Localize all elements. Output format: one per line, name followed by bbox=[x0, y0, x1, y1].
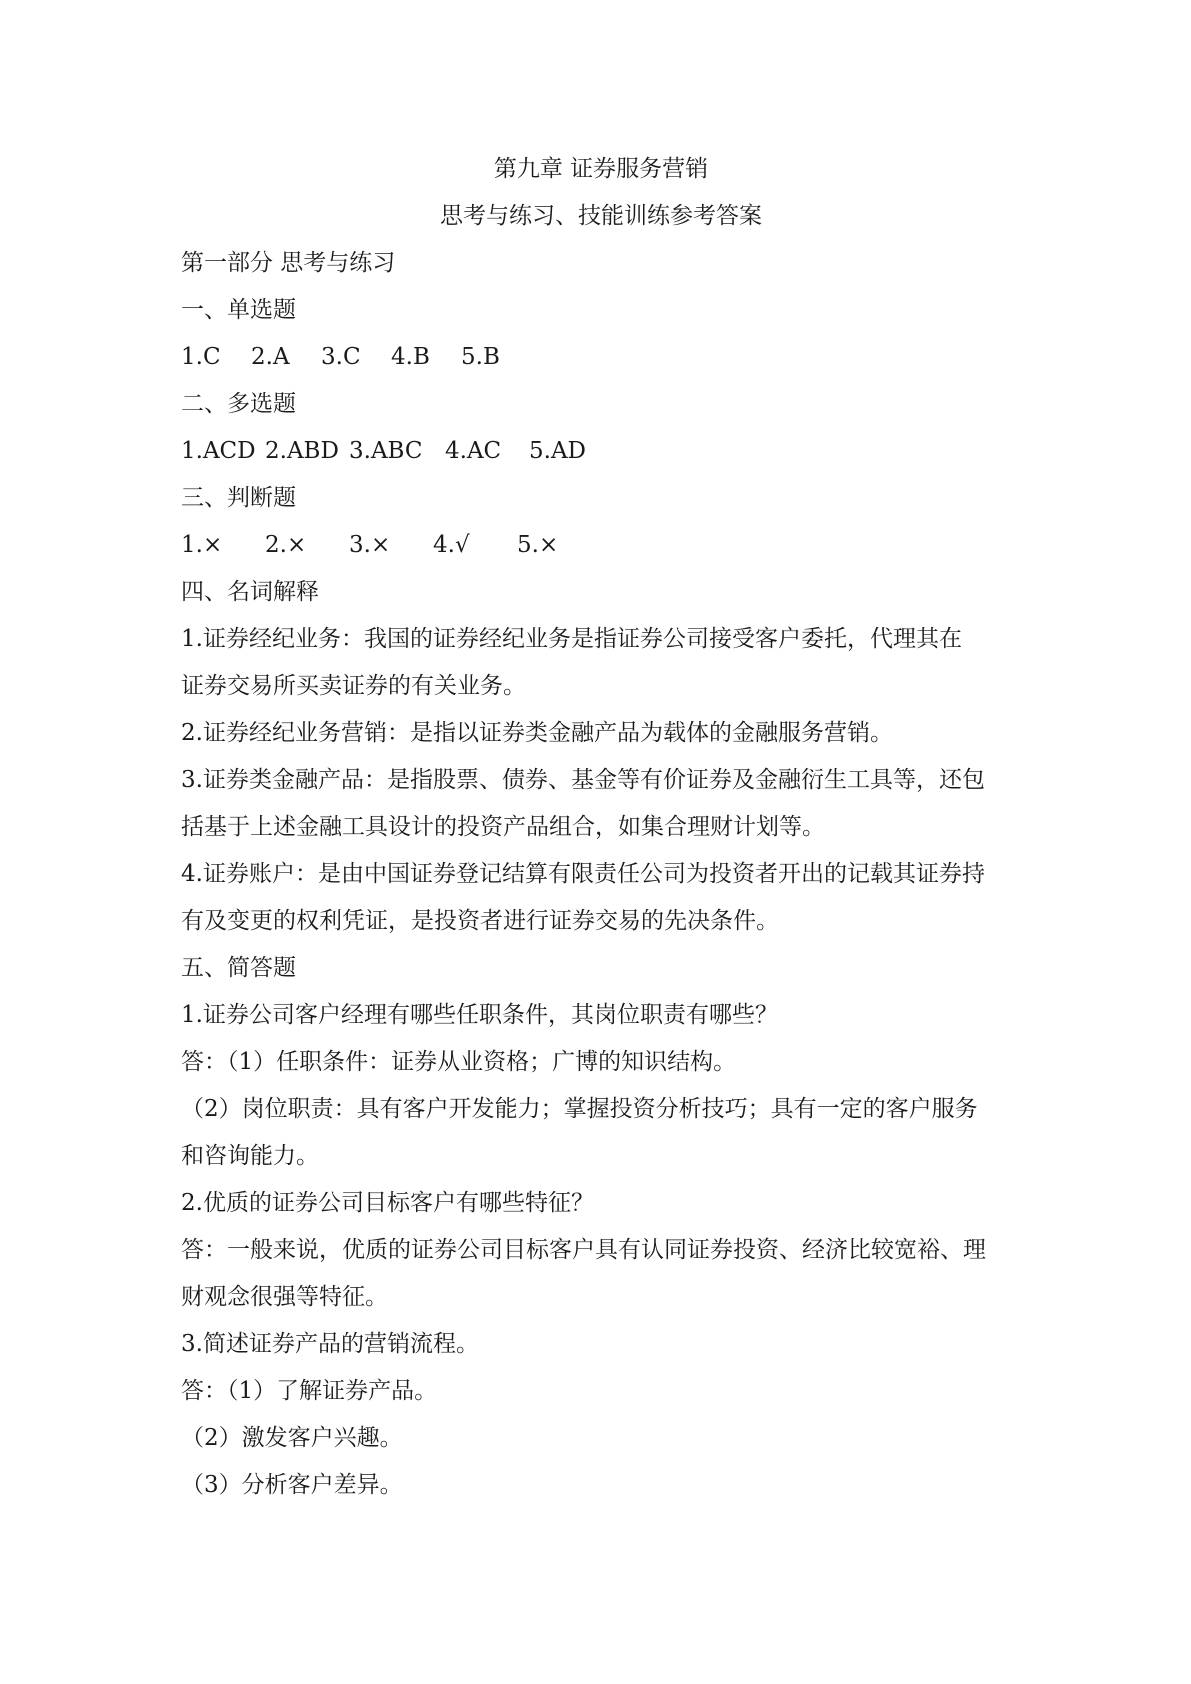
answer-item: 5.B bbox=[461, 344, 500, 370]
paragraph-line: 答：一般来说，优质的证券公司目标客户具有认同证券投资、经济比较宽裕、理 bbox=[181, 1237, 986, 1263]
answer-item: 1.C bbox=[181, 344, 221, 370]
section-heading-definitions: 四、名词解释 bbox=[181, 579, 319, 605]
paragraph-line: 4.证券账户：是由中国证券登记结算有限责任公司为投资者开出的记载其证券持 bbox=[181, 861, 985, 887]
answer-item: 3.C bbox=[321, 344, 361, 370]
chapter-title: 第九章 证券服务营销 bbox=[493, 156, 709, 182]
answer-item: 5.AD bbox=[529, 438, 586, 464]
answer-item: 2.A bbox=[251, 344, 290, 370]
paragraph-line: 3.简述证券产品的营销流程。 bbox=[181, 1331, 479, 1357]
answer-item: 1.× bbox=[181, 532, 223, 558]
answer-item: 3.ABC bbox=[349, 438, 423, 464]
section-heading-single-choice: 一、单选题 bbox=[181, 297, 296, 323]
answer-item: 4.√ bbox=[433, 532, 470, 558]
true-false-answers bbox=[181, 522, 1021, 569]
answer-item: 5.× bbox=[517, 532, 559, 558]
part-heading: 第一部分 思考与练习 bbox=[181, 250, 396, 276]
paragraph-line: 答：（1）了解证券产品。 bbox=[181, 1378, 438, 1404]
paragraph-line: 2.证券经纪业务营销：是指以证券类金融产品为载体的金融服务营销。 bbox=[181, 720, 893, 746]
paragraph-line: 2.优质的证券公司目标客户有哪些特征？ bbox=[181, 1190, 594, 1216]
paragraph-line: （2）激发客户兴趣。 bbox=[181, 1425, 403, 1451]
section-heading-true-false: 三、判断题 bbox=[181, 485, 296, 511]
paragraph-line: 1.证券公司客户经理有哪些任职条件，其岗位职责有哪些？ bbox=[181, 1002, 778, 1028]
paragraph-line: 有及变更的权利凭证，是投资者进行证券交易的先决条件。 bbox=[181, 908, 779, 934]
section-heading-short-answer: 五、简答题 bbox=[181, 955, 296, 981]
paragraph-line: 括基于上述金融工具设计的投资产品组合，如集合理财计划等。 bbox=[181, 814, 825, 840]
paragraph-line: 和咨询能力。 bbox=[181, 1143, 319, 1169]
paragraph-line: （3）分析客户差异。 bbox=[181, 1472, 403, 1498]
answer-item: 1.ACD bbox=[181, 438, 256, 464]
answer-item: 4.B bbox=[391, 344, 430, 370]
document-page bbox=[181, 146, 1021, 1509]
answer-item: 4.AC bbox=[445, 438, 502, 464]
paragraph-line: 证券交易所买卖证券的有关业务。 bbox=[181, 673, 526, 699]
answer-item: 3.× bbox=[349, 532, 391, 558]
answer-item: 2.× bbox=[265, 532, 307, 558]
paragraph-line: 1.证券经纪业务：我国的证券经纪业务是指证券公司接受客户委托，代理其在 bbox=[181, 626, 962, 652]
answer-item: 2.ABD bbox=[265, 438, 339, 464]
paragraph-line: （2）岗位职责：具有客户开发能力；掌握投资分析技巧；具有一定的客户服务 bbox=[181, 1096, 978, 1122]
paragraph-line: 财观念很强等特征。 bbox=[181, 1284, 388, 1310]
document-subtitle: 思考与练习、技能训练参考答案 bbox=[440, 203, 762, 229]
paragraph-line: 3.证券类金融产品：是指股票、债券、基金等有价证券及金融衍生工具等，还包 bbox=[181, 767, 985, 793]
paragraph-line: 答：（1）任职条件：证券从业资格；广博的知识结构。 bbox=[181, 1049, 737, 1075]
section-heading-multiple-choice: 二、多选题 bbox=[181, 391, 296, 417]
single-choice-answers bbox=[181, 334, 1021, 381]
multiple-choice-answers bbox=[181, 428, 1021, 475]
